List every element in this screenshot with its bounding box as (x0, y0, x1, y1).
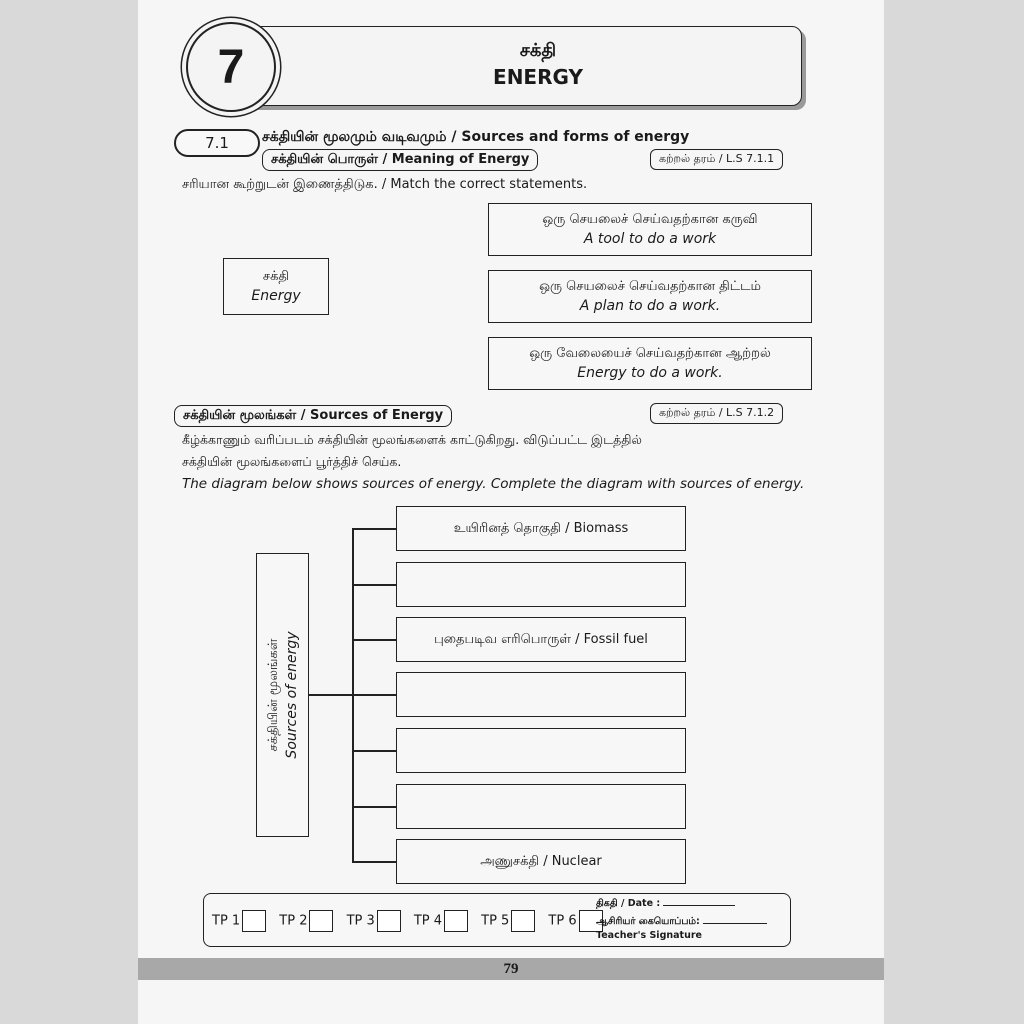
tp-checkbox[interactable] (242, 910, 266, 932)
chapter-number-circle (186, 22, 276, 112)
sources-instruction-en: The diagram below shows sources of energy. Complete the diagram with sources of energy. (182, 476, 805, 492)
statement-box[interactable]: ஒரு வேலையைச் செய்வதற்கான ஆற்றல் Energy to do a work. (488, 337, 812, 390)
tp-label: TP 5 (481, 913, 510, 929)
diagram-connector (352, 694, 396, 696)
statement-box[interactable]: ஒரு செயலைச் செய்வதற்கான கருவி A tool to do a work (488, 203, 812, 256)
diagram-connector (352, 806, 396, 808)
source-box-blank[interactable] (396, 784, 686, 829)
tp-checkbox[interactable] (309, 910, 333, 932)
sources-root-box (256, 553, 309, 837)
chapter-title (398, 34, 678, 94)
diagram-connector (352, 861, 396, 863)
meaning-heading: சக்தியின் பொருள் / Meaning of Energy (262, 149, 538, 171)
assessment-panel (203, 893, 791, 947)
worksheet-page (138, 0, 884, 1024)
tp-checkbox[interactable] (444, 910, 468, 932)
tp-label: TP 1 (212, 913, 241, 929)
tp-label: TP 2 (279, 913, 308, 929)
teacher-signature-field[interactable]: ஆசிரியர் கையொப்பம்: (596, 916, 767, 928)
diagram-connector (352, 528, 396, 530)
energy-term-box[interactable]: சக்தி Energy (223, 258, 329, 315)
tp-checkbox[interactable] (377, 910, 401, 932)
source-box-fossil-fuel: புதைபடிவ எரிபொருள் / Fossil fuel (396, 617, 686, 662)
statement-box[interactable]: ஒரு செயலைச் செய்வதற்கான திட்டம் A plan to do a work. (488, 270, 812, 323)
sources-instruction-ta-2: சக்தியின் மூலங்களைப் பூர்த்திச் செய்க. (182, 454, 402, 469)
chapter-title-en: ENERGY (493, 64, 583, 89)
date-field[interactable]: திகதி / Date : (596, 898, 735, 910)
teacher-signature-label: Teacher's Signature (596, 930, 702, 941)
diagram-connector (352, 584, 396, 586)
diagram-connector (309, 694, 353, 696)
match-instruction: சரியான கூற்றுடன் இணைத்திடுக. / Match the correct statements. (182, 177, 588, 192)
tp-row (212, 910, 611, 932)
diagram-connector (352, 639, 396, 641)
ls-tag-7-1-2: கற்றல் தரம் / L.S 7.1.2 (650, 403, 783, 424)
sources-heading: சக்தியின் மூலங்கள் / Sources of Energy (174, 405, 452, 427)
ls-tag-7-1-1: கற்றல் தரம் / L.S 7.1.1 (650, 149, 783, 170)
source-box-blank[interactable] (396, 672, 686, 717)
tp-checkbox[interactable] (511, 910, 535, 932)
source-box-nuclear: அணுசக்தி / Nuclear (396, 839, 686, 884)
source-box-blank[interactable] (396, 728, 686, 773)
source-box-biomass: உயிரினத் தொகுதி / Biomass (396, 506, 686, 551)
root-label-ta: சக்தியின் மூலங்கள் (265, 638, 281, 752)
tp-label: TP 3 (346, 913, 375, 929)
chapter-number: 7 (217, 40, 245, 94)
section-title: சக்தியின் மூலமும் வடிவமும் / Sources and forms of energy (262, 129, 690, 145)
page-number: 79 (503, 960, 519, 977)
diagram-connector (352, 750, 396, 752)
tp-label: TP 4 (413, 913, 443, 929)
sources-instruction-ta-1: கீழ்க்காணும் வரிப்படம் சக்தியின் மூலங்களைக் காட்டுகிறது. விடுப்பட்ட இடத்தில் (182, 432, 642, 447)
tp-label: TP 6 (548, 913, 577, 929)
source-box-blank[interactable] (396, 562, 686, 607)
root-label-en: Sources of energy (283, 631, 300, 759)
chapter-title-ta: சக்தி (519, 39, 557, 61)
section-number-badge: 7.1 (174, 129, 260, 157)
page-number-bar (138, 958, 884, 980)
